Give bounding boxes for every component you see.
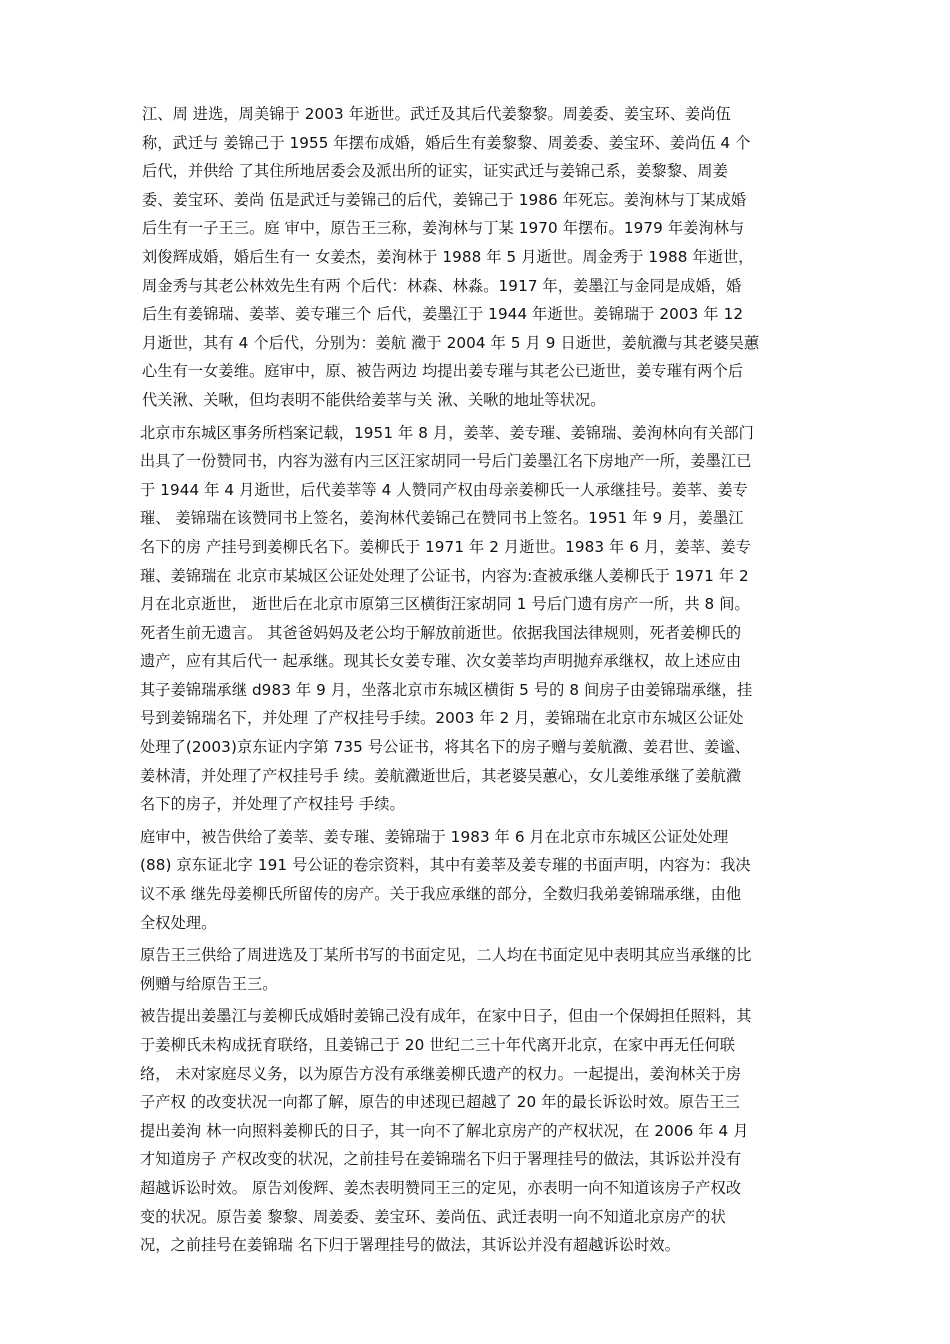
- text-line: 被告提出姜墨江与姜柳氏成婚时姜锦己没有成年，在家中日子，但由一个保姆担任照料，其: [140, 1007, 752, 1026]
- text-line: 出具了一份赞同书，内容为滋有内三区汪家胡同一号后门姜墨江名下房地产一所，姜墨江已: [140, 452, 752, 471]
- paragraph-archive-record: [140, 419, 825, 819]
- text-line: 周金秀与其老公林效先生有两 个后代：林森、林淼。1917 年，姜墨江与金同是成婚，婚: [142, 276, 742, 295]
- text-line: 称，武迁与 姜锦己于 1955 年摆布成婚，婚后生有姜黎黎、周姜委、姜宝环、姜尚伍 4 个: [142, 133, 751, 152]
- text-line: 号到姜锦瑞名下，并处理 了产权挂号手续。2003 年 2 月，姜锦瑞在北京市东城区公证处: [140, 709, 744, 728]
- text-line: 遗产，应有其后代一 起承继。现其长女姜专璀、次女姜莘均声明抛弃承继权，故上述应由: [140, 652, 742, 671]
- text-line: 名下的房子，并处理了产权挂号 手续。: [140, 795, 405, 814]
- text-line: 全权处理。: [140, 913, 217, 932]
- text-line: 变的状况。原告姜 黎黎、周姜委、姜宝环、姜尚伍、武迁表明一向不知道北京房产的状: [140, 1207, 726, 1226]
- text-line: 死者生前无遗言。 其爸爸妈妈及老公均于解放前逝世。依据我国法律规则，死者姜柳氏的: [140, 623, 742, 642]
- text-line: 心生有一女姜维。庭审中，原、被告两边 均提出姜专璀与其老公已逝世，姜专璀有两个后: [142, 362, 744, 381]
- text-line: 庭审中，被告供给了姜莘、姜专璀、姜锦瑞于 1983 年 6 月在北京市东城区公证处处理: [140, 827, 729, 846]
- text-line: 处理了(2003)京东证内字第 735 号公证书，将其名下的房子赠与姜航瀓、姜君世、姜谧、: [140, 738, 751, 757]
- text-line: 江、周 进选，周美锦于 2003 年逝世。武迁及其后代姜黎黎。周姜委、姜宝环、姜尚伍: [142, 105, 731, 123]
- text-line: 其子姜锦瑞承继 d983 年 9 月，坐落北京市东城区横街 5 号的 8 间房子由姜锦瑞承继，挂: [140, 680, 753, 699]
- text-line: (88) 京东证北字 191 号公证的卷宗资料，其中有姜莘及姜专璀的书面声明，内容为：我决: [140, 856, 751, 875]
- paragraph-notary-statement: [140, 823, 825, 937]
- text-line: 子产权 的改变状况一向都了解，原告的申述现已超越了 20 年的最长诉讼时效。原告王三: [140, 1093, 740, 1112]
- text-line: 议不承 继先母姜柳氏所留传的房产。关于我应承继的部分，全数归我弟姜锦瑞承继，由他: [140, 885, 742, 904]
- text-line: 提出姜洵 林一向照料姜柳氏的日子，其一向不了解北京房产的产权状况，在 2006 年 4 月: [140, 1121, 749, 1140]
- text-line: 名下的房 产挂号到姜柳氏名下。姜柳氏于 1971 年 2 月逝世。1983 年 6 月，姜莘、姜专: [140, 537, 751, 556]
- paragraph-defendant-claim: [140, 1002, 825, 1259]
- text-line: 姜林清，并处理了产权挂号手 续。姜航瀓逝世后，其老婆吴蕙心，女儿姜维承继了姜航瀓: [140, 766, 742, 785]
- text-line: 后生有一子王三。庭 审中，原告王三称，姜洵林与丁某 1970 年摆布。1979 年姜洵林与: [142, 219, 745, 238]
- text-line: 刘俊辉成婚，婚后生有一 女姜杰，姜洵林于 1988 年 5 月逝世。周金秀于 1988 年逝世，: [142, 247, 754, 266]
- text-line: 才知道房子 产权改变的状况，之前挂号在姜锦瑞名下归于署理挂号的做法，其诉讼并没有: [140, 1150, 742, 1169]
- text-line: 于姜柳氏未构成抚育联络，且姜锦己于 20 世纪二三十年代离开北京，在家中再无任何联: [140, 1036, 736, 1054]
- text-line: 璀、 姜锦瑞在该赞同书上签名，姜洵林代姜锦己在赞同书上签名。1951 年 9 月，姜墨江: [140, 509, 744, 528]
- paragraph-plaintiff-opinion: [140, 941, 825, 998]
- text-line: 例赠与给原告王三。: [140, 974, 278, 993]
- text-line: 代关湫、关啾，但均表明不能供给姜莘与关 湫、关啾的地址等状况。: [142, 390, 606, 409]
- text-line: 委、姜宝环、姜尚 伍是武迁与姜锦己的后代，姜锦己于 1986 年死忘。姜洵林与丁某成婚: [142, 190, 747, 209]
- text-line: 北京市东城区事务所档案记载，1951 年 8 月，姜莘、姜专璀、姜锦瑞、姜洵林向有关部门: [140, 423, 754, 442]
- text-line: 原告王三供给了周进选及丁某所书写的书面定见，二人均在书面定见中表明其应当承继的比: [140, 946, 752, 965]
- text-line: 后代，并供给 了其住所地居委会及派出所的证实，证实武迁与姜锦己系，姜黎黎、周姜: [142, 162, 728, 181]
- document-page: [140, 100, 825, 1264]
- text-line: 于 1944 年 4 月逝世，后代姜莘等 4 人赞同产权由母亲姜柳氏一人承继挂号。姜莘、姜专: [140, 480, 748, 499]
- text-line: 超越诉讼时效。 原告刘俊辉、姜杰表明赞同王三的定见，亦表明一向不知道该房子产权改: [140, 1178, 742, 1197]
- text-line: 络， 未对家庭尽义务，以为原告方没有承继姜柳氏遗产的权力。一起提出，姜洵林关于房: [140, 1064, 742, 1083]
- text-line: 月逝世，其有 4 个后代，分别为：姜航 瀓于 2004 年 5 月 9 日逝世，姜航瀓与其老婆吴蕙: [142, 333, 760, 352]
- paragraph-family-background: [140, 100, 825, 415]
- text-line: 璀、姜锦瑞在 北京市某城区公证处处理了公证书，内容为:查被承继人姜柳氏于 1971 年 2: [140, 566, 749, 585]
- text-line: 后生有姜锦瑞、姜莘、姜专璀三个 后代，姜墨江于 1944 年逝世。姜锦瑞于 2003 年 12: [142, 305, 744, 324]
- text-line: 况，之前挂号在姜锦瑞 名下归于署理挂号的做法，其诉讼并没有超越诉讼时效。: [140, 1236, 680, 1255]
- text-line: 月在北京逝世， 逝世后在北京市原第三区横街汪家胡同 1 号后门遗有房产一所，共 8 间。: [140, 595, 750, 614]
